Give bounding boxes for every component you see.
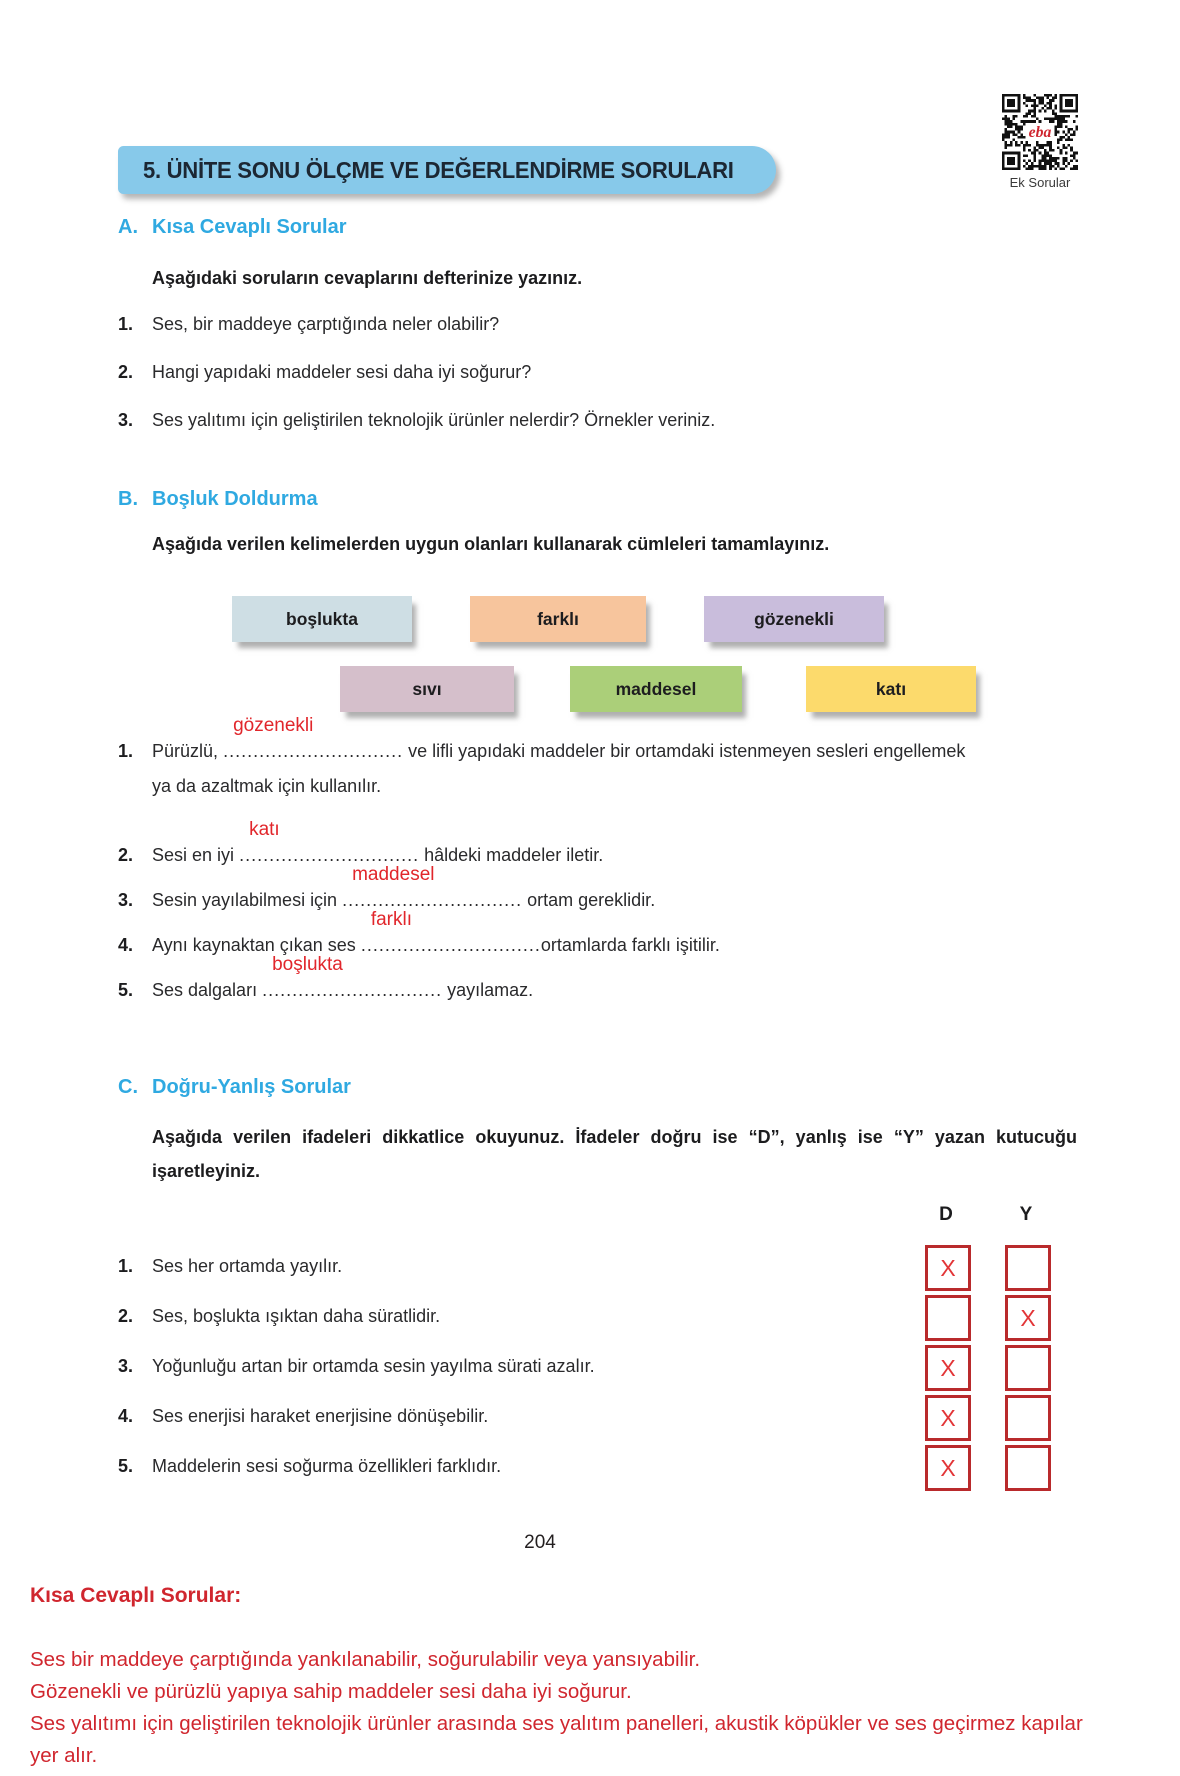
- sentence-after: ortam gereklidir.: [527, 890, 656, 910]
- blank-field[interactable]: [262, 954, 443, 1000]
- true-false-statement: [118, 1306, 440, 1327]
- question-text: Ses, bir maddeye çarptığında neler olabilir?: [152, 314, 500, 334]
- handwritten-answer: gözenekli: [233, 715, 314, 736]
- statement-text: Maddelerin sesi soğurma özellikleri farklıdır.: [152, 1456, 502, 1476]
- page-number: 204: [524, 1532, 556, 1553]
- sentence-before: Aynı kaynaktan çıkan ses: [152, 935, 356, 955]
- statement-text: Ses enerjisi haraket enerjisine dönüşebilir.: [152, 1406, 489, 1426]
- handwritten-answer: farklı: [370, 909, 412, 930]
- handwritten-answer: maddesel: [352, 864, 435, 885]
- checkbox-false[interactable]: [1005, 1345, 1051, 1391]
- blank-dots: ..............................: [342, 890, 523, 910]
- item-number: 4.: [118, 935, 134, 955]
- checkbox-true[interactable]: X: [925, 1395, 971, 1441]
- question-number: 1.: [118, 314, 134, 334]
- checkbox-false[interactable]: X: [1005, 1295, 1051, 1341]
- fill-blank-item: [118, 864, 1118, 918]
- item-number: 3.: [118, 1356, 134, 1376]
- blank-dots: ..............................: [262, 980, 443, 1000]
- item-number: 4.: [118, 1406, 134, 1426]
- qr-code-icon: [998, 94, 1082, 170]
- question-number: 2.: [118, 362, 134, 382]
- sentence-before: Ses dalgaları: [152, 980, 258, 1000]
- section-a-instruction: Aşağıdaki soruların cevaplarını defterinize yazınız.: [152, 268, 583, 288]
- section-b-instruction: Aşağıda verilen kelimelerden uygun olanları kullanarak cümleleri tamamlayınız.: [152, 534, 830, 554]
- section-a-letter: A.: [118, 216, 138, 238]
- column-label-false: Y: [1019, 1204, 1033, 1225]
- qr-label: Ek Sorular: [1009, 175, 1071, 190]
- sentence-after: ve lifli yapıdaki maddeler bir ortamdaki istenmeyen sesleri engellemek: [408, 741, 966, 761]
- sentence-after-line2: ya da azaltmak için kullanılır.: [152, 776, 382, 796]
- checkbox-true[interactable]: X: [925, 1245, 971, 1291]
- true-false-statement: [118, 1356, 595, 1377]
- sentence-after: ortamlarda farklı işitilir.: [540, 935, 720, 955]
- word-chip: [806, 666, 976, 712]
- fill-blank-item: [118, 819, 1118, 873]
- section-b-heading: [118, 488, 318, 511]
- sentence-before: Pürüzlü,: [152, 741, 219, 761]
- section-a-title: Kısa Cevaplı Sorular: [152, 216, 347, 238]
- section-b-title: Boşluk Doldurma: [152, 488, 318, 510]
- word-chip-label: maddesel: [615, 678, 697, 699]
- word-chip: [704, 596, 884, 642]
- handwritten-answer: boşlukta: [272, 954, 343, 975]
- short-answer-question: [118, 362, 531, 383]
- section-c-letter: C.: [118, 1076, 138, 1098]
- item-number: 1.: [118, 1256, 134, 1276]
- answer-key-line: Ses yalıtımı için geliştirilen teknolojik ürünler arasında ses yalıtım panelleri, akustik köpükler ve ses geçirmez kapılar: [30, 1712, 1083, 1735]
- sentence-before: Sesi en iyi: [152, 845, 235, 865]
- section-c-heading: [118, 1076, 351, 1099]
- item-number: 1.: [118, 741, 134, 761]
- handwritten-answer: katı: [249, 819, 280, 840]
- answer-key-heading: Kısa Cevaplı Sorular:: [30, 1584, 242, 1607]
- answer-key-line: yer alır.: [30, 1744, 98, 1767]
- item-number: 5.: [118, 1456, 134, 1476]
- column-label-true: D: [939, 1204, 953, 1225]
- unit-banner-title: 5. ÜNİTE SONU ÖLÇME VE DEĞERLENDİRME SORULARI: [142, 156, 734, 183]
- qr-block: [998, 94, 1082, 190]
- blank-field[interactable]: [239, 819, 420, 865]
- checkbox-false[interactable]: [1005, 1445, 1051, 1491]
- section-a-heading: [118, 216, 347, 239]
- item-number: 5.: [118, 980, 134, 1000]
- statement-text: Yoğunluğu artan bir ortamda sesin yayılma sürati azalır.: [152, 1356, 595, 1376]
- blank-dots: ..............................: [239, 845, 420, 865]
- question-text: Ses yalıtımı için geliştirilen teknolojik ürünler nelerdir? Örnekler veriniz.: [152, 410, 716, 430]
- short-answer-question: [118, 314, 499, 335]
- checkbox-true[interactable]: [925, 1295, 971, 1341]
- word-chip-label: sıvı: [412, 678, 442, 699]
- word-chip: [570, 666, 742, 712]
- blank-dots: ..............................: [223, 741, 404, 761]
- blank-dots: ..............................: [360, 935, 541, 955]
- blank-field[interactable]: [223, 715, 404, 761]
- word-chip: [232, 596, 412, 642]
- sentence-after: yayılamaz.: [447, 980, 534, 1000]
- unit-banner: [118, 146, 776, 194]
- word-chip-label: boşlukta: [286, 608, 358, 629]
- question-text: Hangi yapıdaki maddeler sesi daha iyi soğurur?: [152, 362, 532, 382]
- fill-blank-item: [118, 715, 1118, 804]
- true-false-statement: [118, 1456, 501, 1477]
- word-chip-label: farklı: [537, 608, 579, 629]
- word-chip: [340, 666, 514, 712]
- true-false-statement: [118, 1256, 342, 1277]
- true-false-statement: [118, 1406, 488, 1427]
- checkbox-true[interactable]: X: [925, 1445, 971, 1491]
- item-number: 3.: [118, 890, 134, 910]
- qr-eba-logo: eba: [1028, 123, 1052, 141]
- checkbox-false[interactable]: [1005, 1245, 1051, 1291]
- sentence-before: Sesin yayılabilmesi için: [152, 890, 338, 910]
- sentence-after: hâldeki maddeler iletir.: [424, 845, 604, 865]
- section-b-letter: B.: [118, 488, 138, 510]
- statement-text: Ses her ortamda yayılır.: [152, 1256, 343, 1276]
- item-number: 2.: [118, 1306, 134, 1326]
- item-number: 2.: [118, 845, 134, 865]
- word-chip: [470, 596, 646, 642]
- statement-text: Ses, boşlukta ışıktan daha süratlidir.: [152, 1306, 441, 1326]
- fill-blank-item: [118, 909, 1118, 963]
- answer-key-line: Ses bir maddeye çarptığında yankılanabilir, soğurulabilir veya yansıyabilir.: [30, 1648, 701, 1671]
- answer-key: [30, 1644, 1083, 1772]
- word-chip-label: katı: [875, 678, 907, 699]
- short-answer-question: [118, 410, 715, 431]
- checkbox-false[interactable]: [1005, 1395, 1051, 1441]
- section-c-title: Doğru-Yanlış Sorular: [152, 1076, 351, 1098]
- answer-key-line: Gözenekli ve pürüzlü yapıya sahip maddeler sesi daha iyi soğurur.: [30, 1680, 632, 1703]
- question-number: 3.: [118, 410, 134, 430]
- checkbox-true[interactable]: X: [925, 1345, 971, 1391]
- blank-field[interactable]: [342, 864, 523, 910]
- fill-blank-item: [118, 954, 1118, 1008]
- blank-field[interactable]: [360, 909, 541, 955]
- section-c-instruction: Aşağıda verilen ifadeleri dikkatlice okuyunuz. İfadeler doğru ise “D”, yanlış ise “Y” yazan kutucuğu işaretleyiniz.: [152, 1127, 1077, 1181]
- word-chip-label: gözenekli: [754, 608, 834, 629]
